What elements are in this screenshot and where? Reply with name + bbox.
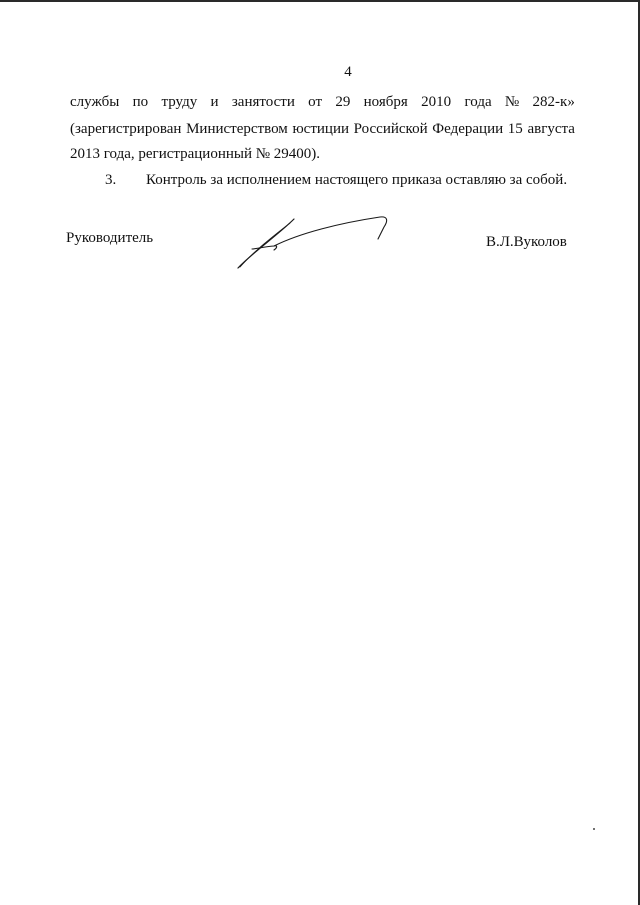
word: ноября: [363, 94, 408, 110]
word: 282-к»: [532, 94, 575, 110]
page-border-top: [0, 0, 640, 2]
item-number: 3.: [105, 172, 117, 188]
word: труду: [161, 94, 198, 110]
word: года: [464, 94, 492, 110]
word: Федерации: [432, 121, 504, 137]
word: Министерством: [186, 121, 288, 137]
signatory-name: В.Л.Вуколов: [486, 234, 567, 250]
paragraph-line-3: 2013 года, регистрационный № 29400).: [70, 146, 321, 162]
handwritten-signature: [230, 205, 400, 280]
word: Российской: [353, 121, 428, 137]
word: юстиции: [292, 121, 349, 137]
word: №: [504, 94, 520, 110]
word: от: [308, 94, 323, 110]
word: 29: [335, 94, 351, 110]
word: по: [132, 94, 149, 110]
word: августа: [527, 121, 575, 137]
page-number: 4: [344, 64, 352, 80]
signatory-title: Руководитель: [66, 230, 154, 246]
word: занятости: [231, 94, 295, 110]
word: 2010: [421, 94, 452, 110]
word: и: [210, 94, 219, 110]
scan-speck: [593, 828, 595, 830]
item-text: Контроль за исполнением настоящего приказа оставляю за собой.: [146, 172, 568, 188]
paragraph-line-2: [70, 121, 575, 138]
paragraph-line-1: [70, 94, 575, 111]
word: службы: [70, 94, 120, 110]
word: (зарегистрирован: [70, 121, 182, 137]
word: 15: [507, 121, 523, 137]
